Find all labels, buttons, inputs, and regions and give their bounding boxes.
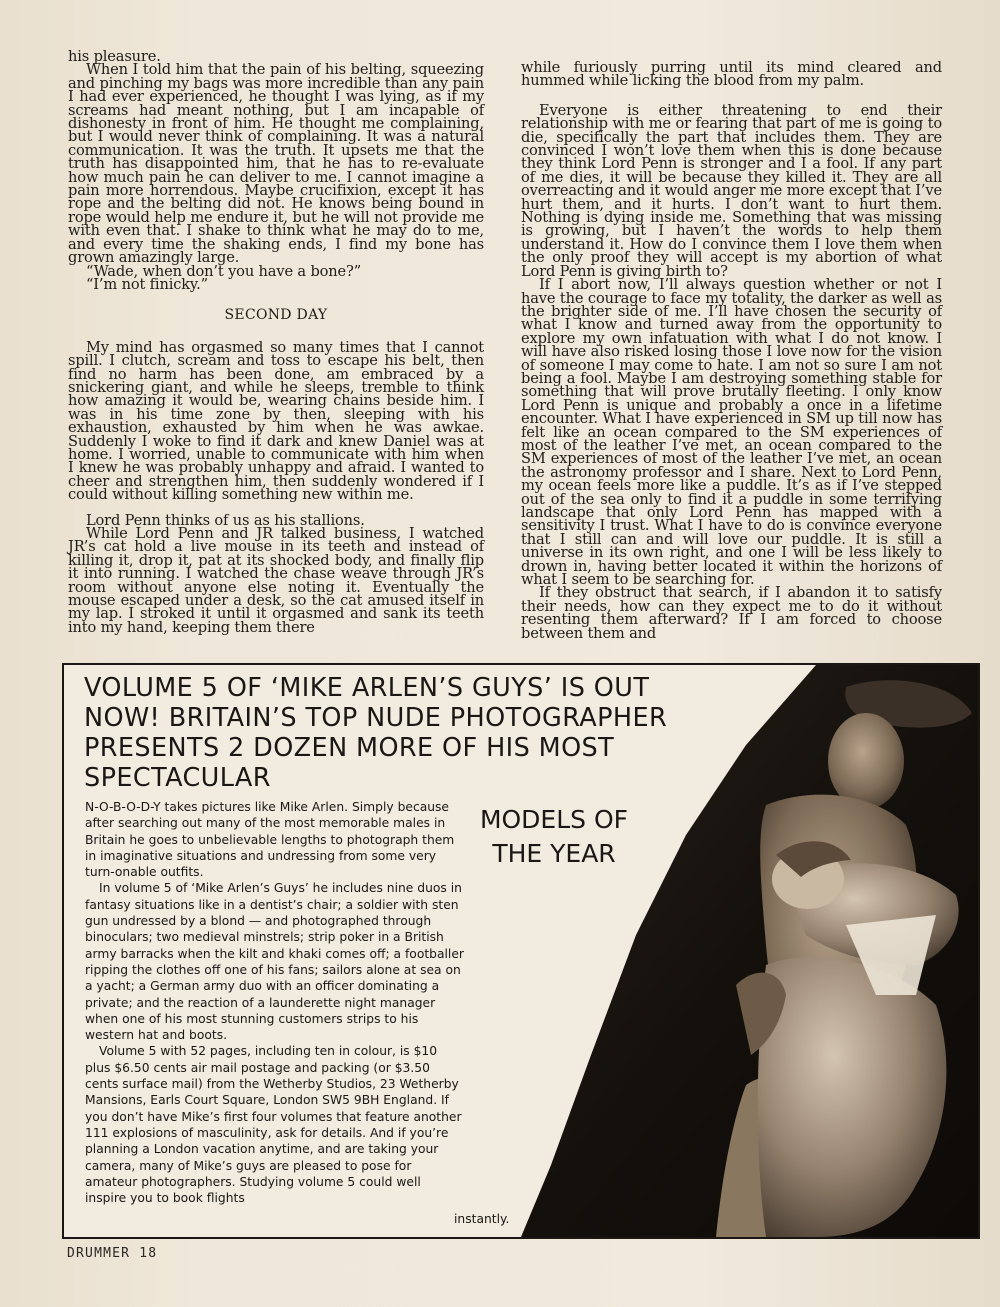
paragraph: while furiously purring until its mind cleared and hummed while licking the blood from my palm. (521, 59, 942, 90)
advertisement-body (85, 799, 465, 1206)
paragraph: If they obstruct that search, if I abandon it to satisfy their needs, how can they expect me to do it without resenting them afterward? If I am forced to choose between them and (521, 584, 942, 642)
paragraph: “I’m not finicky.” (86, 275, 208, 293)
paragraph: When I told him that the pain of his belting, squeezing and pinching my bags was more incredible than any pain I had ever experienced, he thought I was lying, as if my screams had meant nothing, but I am incapable of dishonesty in front of him. He thought me complaining, but I would never think of complaining. It was a natural communication. It was the truth. It upsets me that the truth has disappointed him, that he has to re-evaluate how much pain he can deliver to me. I cannot imagine a pain more horrendous. Maybe crucifixion, except it has rope and the belting did not. He knows being bound in rope would help me endure it, but he will not provide me with even that. I shake to think what he may do to me, and every time the shaking ends, I find my bone has grown amazingly large. (68, 61, 484, 267)
paragraph: If I abort now, I’ll always question whether or not I have the courage to face my totality, the darker as well as the brighter side of me. I’ll have chosen the security of what I know and turned away from the opportunity to explore my own infatuation with what I do not know. I will have also risked losing those I love now for the vision of someone I may come to hate. I am not so sure I am not being a fool. Maybe I am destroying something stable for something that will prove brutally fleeting. I only know Lord Penn is unique and probably a once in a lifetime encounter. What I have experienced in SM up till now has felt like an ocean compared to the SM experiences of most of the leather I’ve met, an ocean compared to the SM experiences of most of the leather I’ve met, an ocean the astronomy professor and I share. Next to Lord Penn, my ocean feels more like a puddle. It’s as if I’ve stepped out of the sea only to find it a puddle in some terrifying landscape that only Lord Penn has mapped with a sensitivity I trust. What I have to do is convince everyone that I still can and will love our puddle. It is still a universe in its own right, and one I will be less likely to drown in, having better located it within the horizons of what I seem to be searching for. (521, 276, 942, 589)
paragraph: “Wade, when don’t you have a bone?” (86, 262, 362, 280)
ad-paragraph: N-O-B-O-D-Y takes pictures like Mike Arlen. Simply because after searching out many of the most memorable males in Britain he goes to unbelievable lengths to photograph them in imaginative situations and undressing from some very turn-onable outfits. (85, 800, 455, 880)
ad-paragraph: Volume 5 with 52 pages, including ten in colour, is $10 plus $6.50 cents air mail postage and packing (or $3.50 cents surface mail) from the Wetherby Studios, 23 Wetherby Mansions, Earls Court Square, London SW5 9BH England. If you don’t have Mike’s first four volumes that feature another 111 explosions of masculinity, ask for details. And if you’re planning a London vacation anytime, and are taking your camera, many of Mike’s guys are pleased to pose for amateur photographers. Studying volume 5 could well inspire you to book flights (85, 1044, 462, 1206)
advertisement-subheadline: MODELS OF THE YEAR (479, 805, 629, 868)
page-folio: DRUMMER 18 (67, 1246, 158, 1261)
left-text-column (68, 50, 484, 634)
paragraph: Lord Penn thinks of us as his stallions. (86, 511, 365, 529)
ad-paragraph-ending: instantly. (454, 1212, 510, 1226)
paragraph: Everyone is either threatening to end their relationship with me or fearing that part of me is going to die, specifically the part that includes them. They are convinced I won’t love them when this is done because they think Lord Penn is stronger and I a fool. If any part of me dies, it will be because they killed it. They are all overreacting and it would anger me more except that I’ve hurt them, and it hurts. I don’t want to hurt them. Nothing is dying inside me. Something that was missing is growing, but I haven’t the words to help them understand it. How do I convince them I love them when the only proof they will accept is my abortion of what Lord Penn is giving birth to? (521, 101, 942, 280)
paragraph: While Lord Penn and JR talked business, I watched JR’s cat hold a live mouse in its teeth and instead of killing it, drop it, pat at its shocked body, and finally flip it into running. I watched the chase weave through JR’s room without anyone else noting it. Eventually the mouse escaped under a desk, so the cat amused itself in my lap. I stroked it until it orgasmed and sank its teeth into my hand, keeping them there (68, 525, 484, 636)
right-text-column (521, 61, 942, 640)
paragraph: his pleasure. (68, 48, 161, 65)
advertisement-headline: VOLUME 5 OF ‘MIKE ARLEN’S GUYS’ IS OUT NOW! BRITAIN’S TOP NUDE PHOTOGRAPHER PRESENTS 2 DOZEN MORE OF HIS MOST SPECTACULAR (84, 673, 668, 793)
paragraph: My mind has orgasmed so many times that I cannot spill. I clutch, scream and toss to escape his belt, then find no harm has been done, am embraced by a snickering giant, and while he sleeps, tremble to think how amazing it would be, wearing chains beside him. I was in his time zone by then, sleeping with his exhaustion, exhausted by him when he was awkae. Suddenly I woke to find it dark and knew Daniel was at home. I worried, unable to communicate with him when I knew he was probably unhappy and afraid. I wanted to cheer and strengthen him, then suddenly wondered if I could without killing something new within me. (68, 338, 484, 504)
ad-paragraph: In volume 5 of ‘Mike Arlen’s Guys’ he includes nine duos in fantasy situations like in a dentist’s chair; a soldier with sten gun undressed by a blond — and photographed through binoculars; two medieval minstrels; strip poker in a British army barracks when the kilt and khaki comes off; a footballer ripping the clothes off one of his fans; sailors alone at sea on a yacht; a German army duo with an officer dominating a private; and the reaction of a launderette night manager when one of his most stunning customers strips to his western hat and boots. (85, 881, 464, 1043)
section-heading: SECOND DAY (224, 307, 328, 324)
advertisement (62, 663, 980, 1239)
